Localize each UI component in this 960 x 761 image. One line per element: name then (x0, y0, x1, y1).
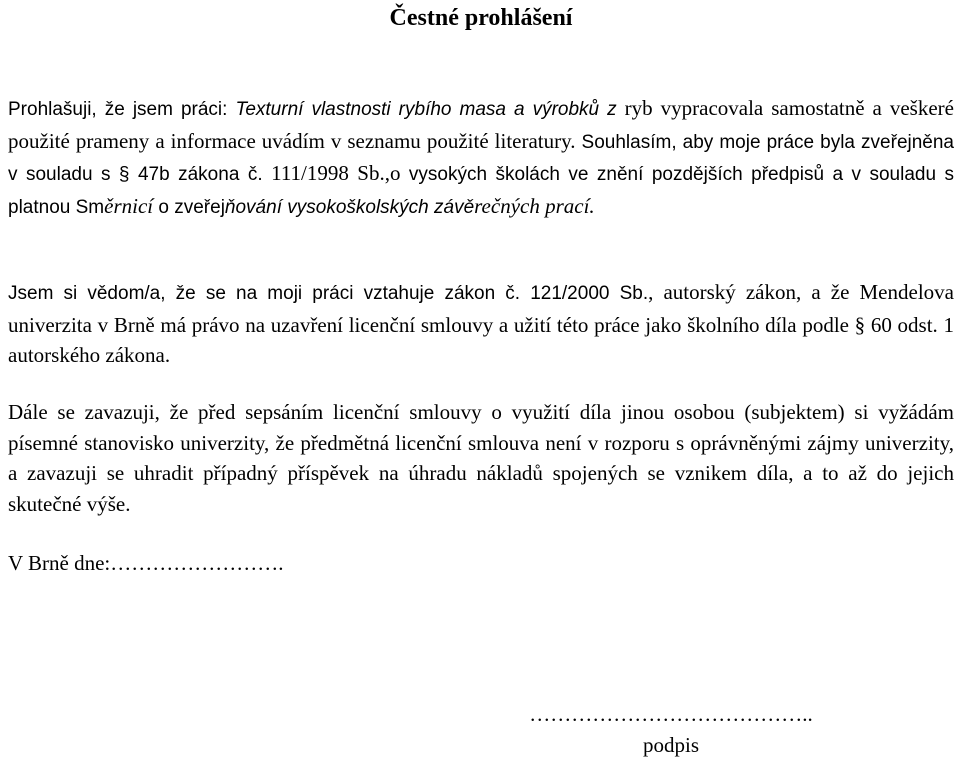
paragraph-text: , autorský zákon, a že Mendelova univerzita v Brně má právo na uzavření licenční smlouvy a užití této práce jako školního díla podle § 60 odst. 1 autorského zákona. (8, 280, 954, 367)
date-line: V Brně dne:……………………. (8, 551, 284, 575)
paragraph-text: Prohlašuji, že jsem práci: (8, 99, 236, 120)
paragraph-text: vysokých školách ve znění pozdějších předpisů a v souladu s platnou Sm (8, 164, 954, 218)
paragraph-text: ňování vysokoškolských závě (224, 196, 475, 218)
paragraph-text: ěrnicí (104, 193, 154, 218)
declaration-paragraph (8, 93, 954, 223)
paragraph-text: Souhlasím, aby moje práce byla zveřejněna v souladu s § 47b zákona č. (8, 131, 954, 185)
paragraph-text: Jsem si vědom/a, že se na moji práci vztahuje zákon č. 121/2000 Sb. (8, 283, 649, 304)
paragraph-text: ryb vypracovala samostatně a veškeré použité prameny a informace uvádím v seznamu použité literatury. (8, 96, 954, 153)
paragraph-text: 111/1998 Sb.,o (271, 161, 409, 185)
page-title: Čestné prohlášení (389, 5, 573, 31)
copyright-paragraph (8, 277, 954, 371)
signature-line: ………………………………….. (529, 702, 813, 726)
signature-label: podpis (642, 733, 699, 757)
obligation-paragraph: Dále se zavazuji, že před sepsáním licenční smlouvy o využití díla jinou osobou (subjektem) si vyžádám písemné stanovisko univerzity, že předmětná licenční smlouva není v rozporu s oprávněnými zájmy univerzity, a zavazuji se uhradit případný příspěvek na úhradu nákladů spojených se vznikem díla, a to až do jejich skutečné výše. (8, 400, 954, 516)
thesis-title: Texturní vlastnosti rybího masa a výrobků z (235, 99, 617, 120)
declaration-page (8, 0, 954, 761)
paragraph-text: o zveřej (153, 196, 225, 218)
paragraph-text: rečných prací. (474, 193, 595, 218)
